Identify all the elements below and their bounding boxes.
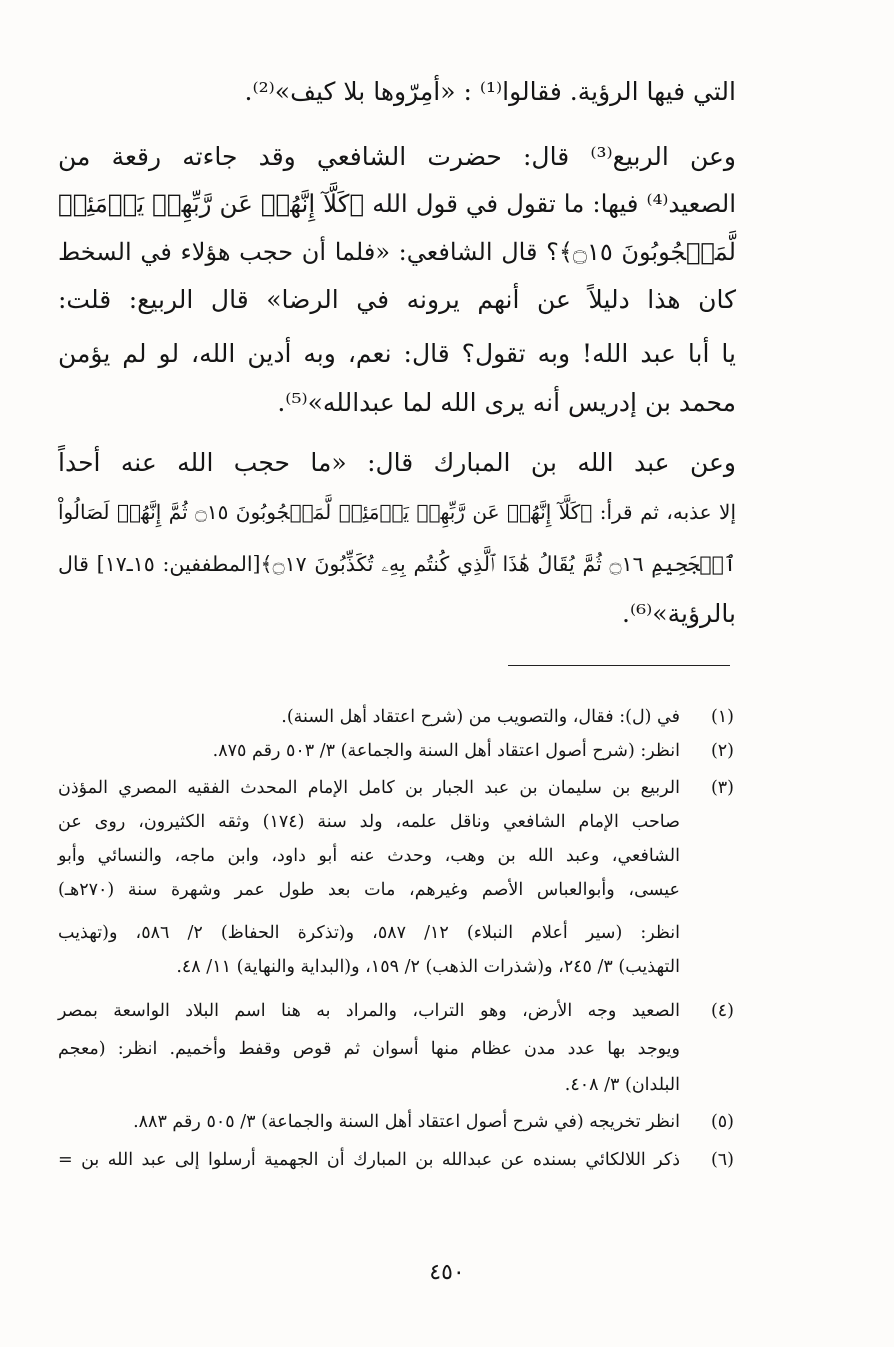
text-line: التي فيها الرؤية. فقالوا⁽¹⁾ : «أمِرّوها بلا كيف»⁽²⁾.: [244, 77, 736, 106]
footnote-number: (٥): [710, 1112, 734, 1132]
text-line: يا أبا عبد الله! وبه تقول؟ قال: نعم، وبه أدين الله، لو لم يؤمن: [58, 339, 736, 368]
footnote-line: انظر: (شرح أصول اعتقاد أهل السنة والجماعة) ٣/ ٥٠٣ رقم ٨٧٥.: [212, 741, 680, 761]
footnote-line: ويوجد بها عدد مدن عظام منها أسوان ثم قوص وقفط وأخميم. انظر: (معجم: [58, 1039, 680, 1059]
text-line: الصعيد⁽⁴⁾ فيها: ما تقول في قول الله ﴿كَلَّآ إِنَّهُمۡ عَن رَّبِّهِمۡ يَوۡمَئِذٖ: [58, 189, 736, 218]
text-line: وعن الربيع⁽³⁾ قال: حضرت الشافعي وقد جاءته رقعة من: [58, 142, 736, 171]
footnote-line: انظر تخريجه (في شرح أصول اعتقاد أهل السنة والجماعة) ٣/ ٥٠٥ رقم ٨٨٣.: [133, 1112, 680, 1132]
footnote-line: التهذيب) ٣/ ٢٤٥، و(شذرات الذهب) ٢/ ١٥٩، و(البداية والنهاية) ١١/ ٤٨.: [176, 957, 680, 977]
text-line: إلا عذبه، ثم قرأ: ﴿كَلَّآ إِنَّهُمۡ عَن رَّبِّهِمۡ يَوۡمَئِذٖ لَّمَحۡجُوبُونَ ۝١٥ ثُمَّ إِنَّهُمۡ لَصَالُواْ: [58, 500, 736, 524]
text-line: محمد بن إدريس أنه يرى الله لما عبدالله»⁽⁵⁾.: [277, 388, 736, 417]
footnote-line: البلدان) ٣/ ٤٠٨.: [564, 1075, 680, 1095]
page-number: ٤٥٠: [429, 1260, 465, 1285]
footnote-number: (٦): [710, 1150, 734, 1170]
text-line: لَّمَحۡجُوبُونَ ۝١٥﴾؟ قال الشافعي: «فلما أن حجب هؤلاء في السخط: [58, 238, 736, 266]
footnote-line: صاحب الإمام الشافعي وناقل علمه، ولد سنة (١٧٤) وثقه الكثيرون، روى عن: [58, 812, 681, 832]
text-line: وعن عبد الله بن المبارك قال: «ما حجب الله عنه أحداً: [58, 448, 736, 477]
footnote-number: (١): [710, 707, 734, 727]
text-line: كان هذا دليلاً عن أنهم يرونه في الرضا» قال الربيع: قلت:: [58, 285, 736, 314]
footnote-line: ذكر اللالكائي بسنده عن عبدالله بن المبارك أن الجهمية أرسلوا إلى عبد الله بن =: [58, 1150, 680, 1170]
footnote-line: انظر: (سير أعلام النبلاء) ١٢/ ٥٨٧، و(تذكرة الحفاظ) ٢/ ٥٨٦، و(تهذيب: [58, 923, 680, 943]
footnote-line: الربيع بن سليمان بن عبد الجبار بن كامل الإمام المحدث الفقيه المصري المؤذن: [58, 778, 680, 798]
footnote-number: (٣): [710, 778, 734, 798]
text-line: ٱلۡجَحِيمِ ۝١٦ ثُمَّ يُقَالُ هَٰذَا ٱلَّذِي كُنتُم بِهِۦ تُكَذِّبُونَ ۝١٧﴾[المطففين: ١٥ـ١٧] قال: [58, 552, 736, 576]
footnote-separator: [508, 665, 730, 666]
text-line: بالرؤية»⁽⁶⁾.: [622, 599, 736, 628]
footnote-line: الصعيد وجه الأرض، وهو التراب، والمراد به هنا اسم البلاد الواسعة بمصر: [58, 1001, 680, 1021]
footnote-line: عيسى، وأبوالعباس الأصم وغيرهم، مات بعد طول عمر وشهرة سنة (٢٧٠هـ): [58, 880, 680, 900]
footnote-line: الشافعي، وعبد الله بن وهب، وحدث عنه أبو داود، وابن ماجه، والنسائي وأبو: [58, 846, 680, 866]
footnote-number: (٢): [710, 741, 734, 761]
footnote-line: في (ل): فقال، والتصويب من (شرح اعتقاد أهل السنة).: [281, 707, 680, 727]
footnote-number: (٤): [710, 1001, 734, 1021]
